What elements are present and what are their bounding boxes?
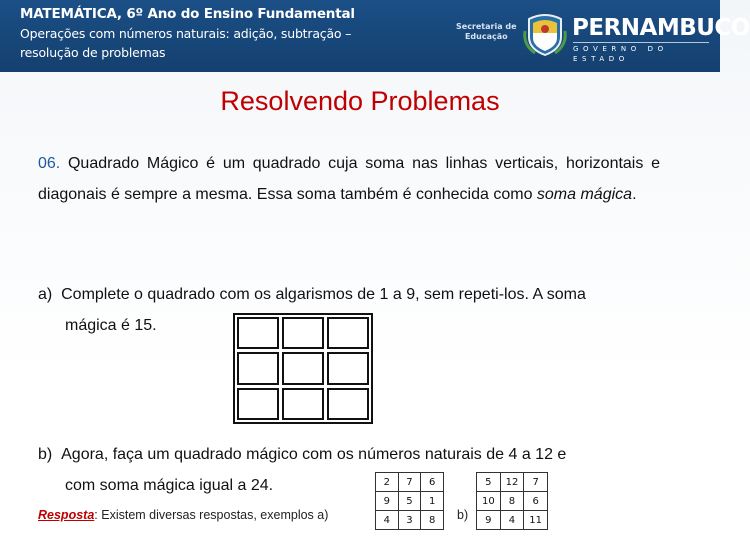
secretaria-label	[456, 22, 517, 42]
header-subtitle-line2: resolução de problemas	[20, 45, 166, 60]
square-cell: 4	[500, 511, 524, 530]
square-cell: 2	[376, 473, 399, 492]
square-cell: 6	[524, 492, 548, 511]
magic-square-a	[375, 472, 444, 530]
square-cell: 7	[524, 473, 548, 492]
square-row	[376, 492, 444, 511]
empty-cell[interactable]	[282, 388, 324, 420]
square-cell: 1	[421, 492, 444, 511]
part-a-label: a)	[38, 286, 53, 303]
square-cell: 5	[477, 473, 501, 492]
square-cell: 3	[398, 511, 421, 530]
square-cell: 7	[398, 473, 421, 492]
answer-label: Resposta	[38, 508, 95, 522]
part-b-line1	[38, 439, 660, 470]
part-a-text: Complete o quadrado com os algarismos de 1 a 9, sem repeti-los. A soma	[61, 286, 586, 303]
problem-text: Quadrado Mágico é um quadrado cuja soma nas linhas verticais, horizontais e diagonais é sempre a mesma. Essa soma também é conhecida como	[38, 155, 660, 203]
square-cell: 4	[376, 511, 399, 530]
square-cell: 10	[477, 492, 501, 511]
square-cell: 9	[477, 511, 501, 530]
answer-text: : Existem diversas respostas, exemplos a)	[94, 508, 329, 522]
empty-cell[interactable]	[327, 352, 369, 384]
header-bar	[0, 0, 750, 72]
problem-end: .	[632, 186, 637, 203]
problem-italic-term: soma mágica	[536, 186, 633, 203]
empty-cell[interactable]	[237, 317, 279, 349]
square-cell: 9	[376, 492, 399, 511]
square-cell: 8	[500, 492, 524, 511]
part-b-text2: com soma mágica igual a 24.	[65, 477, 274, 494]
empty-cell[interactable]	[237, 352, 279, 384]
empty-cell[interactable]	[327, 317, 369, 349]
empty-cell[interactable]	[237, 388, 279, 420]
problem-number: 06.	[38, 155, 61, 172]
state-emblem-icon	[523, 11, 567, 57]
square-cell: 5	[398, 492, 421, 511]
empty-cell[interactable]	[282, 352, 324, 384]
magic-square-b	[476, 472, 548, 530]
part-b-text: Agora, faça um quadrado mágico com os números naturais de 4 a 12 e	[61, 446, 567, 463]
empty-cell[interactable]	[282, 317, 324, 349]
square-cell: 8	[421, 511, 444, 530]
part-a-line1	[38, 279, 660, 310]
square-row	[477, 492, 548, 511]
header-text	[20, 5, 440, 62]
header-title: MATEMÁTICA, 6º Ano do Ensino Fundamental	[20, 6, 355, 22]
secretaria-line1: Secretaria de	[456, 22, 517, 31]
square-cell: 11	[524, 511, 548, 530]
brand-subtitle: GOVERNO DO ESTADO	[573, 42, 709, 64]
square-row	[376, 473, 444, 492]
part-b-label: b)	[38, 446, 53, 463]
empty-magic-square	[233, 313, 373, 424]
square-row	[376, 511, 444, 530]
empty-cell[interactable]	[327, 388, 369, 420]
secretaria-line2: Educação	[464, 32, 508, 41]
part-a-text2: mágica é 15.	[65, 317, 157, 334]
header-subtitle-line1: Operações com números naturais: adição, subtração –	[20, 26, 352, 41]
square-row	[477, 473, 548, 492]
square-cell: 12	[500, 473, 524, 492]
square-cell: 6	[421, 473, 444, 492]
square-row	[477, 511, 548, 530]
answer-line	[38, 508, 328, 522]
problem-statement	[38, 148, 660, 210]
answer-b-label: b)	[457, 508, 469, 522]
part-b	[38, 439, 660, 501]
brand-name: PERNAMBUCO	[572, 15, 750, 41]
slide-title: Resolvendo Problemas	[220, 86, 500, 116]
